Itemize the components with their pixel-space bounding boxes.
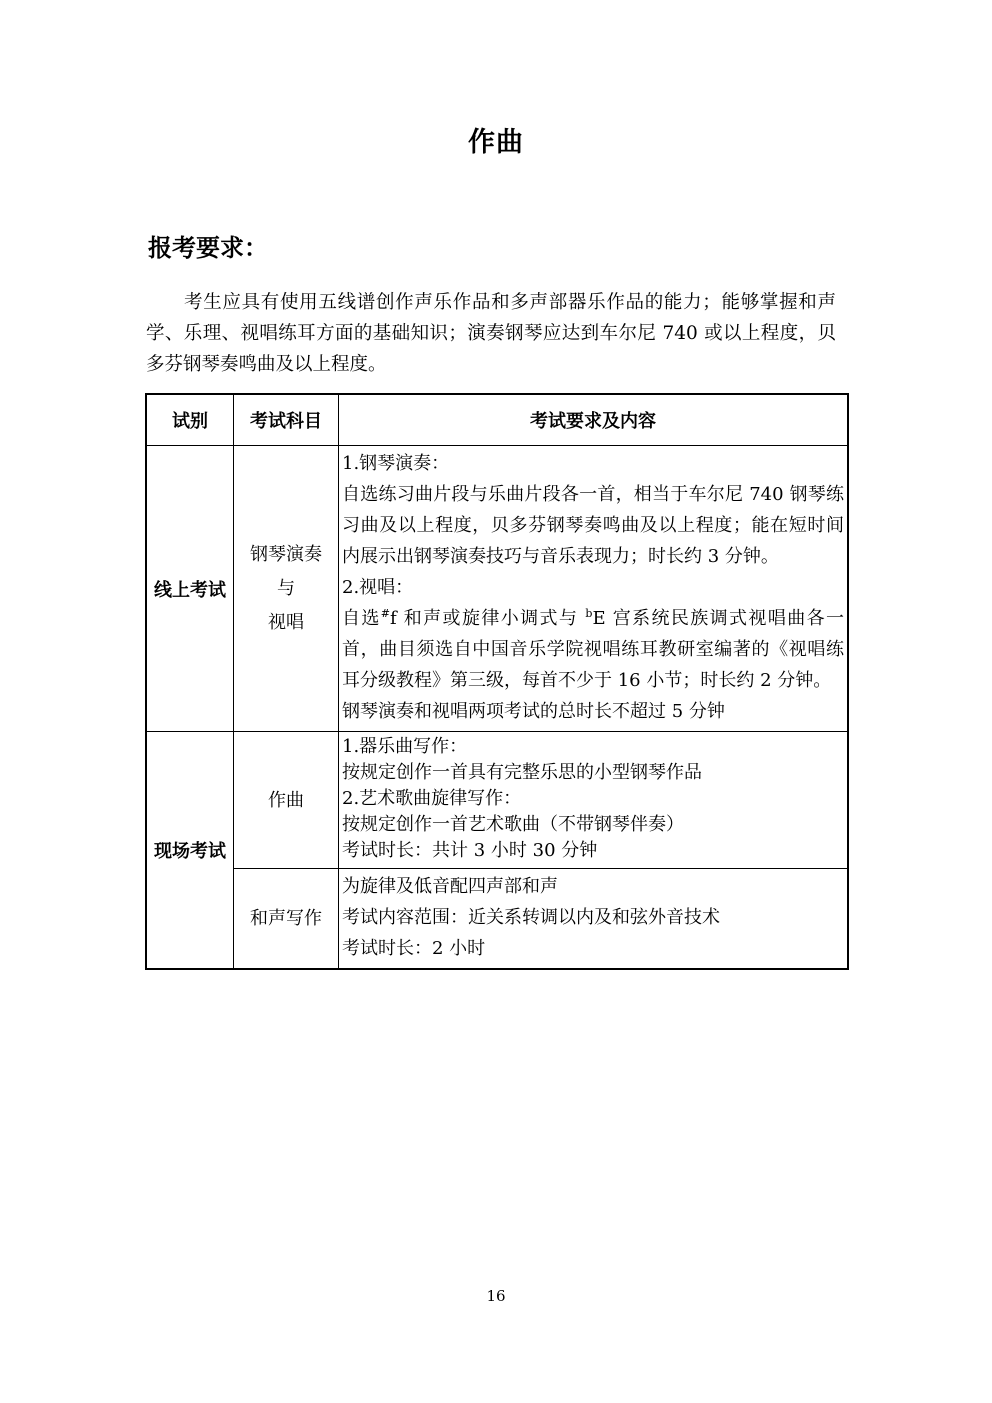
page-title: 作曲 (468, 127, 524, 158)
category-onsite: 现场考试 (146, 732, 234, 970)
header-exam-content: 考试要求及内容 (339, 394, 849, 446)
content-text: 自选练习曲片段与乐曲片段各一首，相当于车尔尼 740 钢琴练习曲及以上程度，贝多芬钢琴奏鸣曲及以上程度；能在短时间内展示出钢琴演奏技巧与音乐表现力；时长约 3 分钟。 (342, 484, 844, 567)
table-row-composition (146, 732, 848, 869)
section-heading: 报考要求： (148, 233, 268, 262)
sharp-sign: # (380, 607, 390, 620)
content-line: 考试时长：共计 3 小时 30 分钟 (342, 840, 598, 861)
intro-paragraph: 考生应具有使用五线谱创作声乐作品和多声部器乐作品的能力；能够掌握和声学、乐理、视唱练耳方面的基础知识；演奏钢琴应达到车尔尼 740 或以上程度，贝多芬钢琴奏鸣曲及以上程度。 (146, 291, 836, 375)
content-text-sightsinging: 自选#f 和声或旋律小调式与 $^b$E 宫系统民族调式视唱曲各一首，曲目须选自中国音乐学院视唱练耳教研室编著的《视唱练耳分级教程》第三级，每首不少于 16 小节；时长约 2 分钟。 (342, 607, 844, 691)
table-header-row (146, 394, 848, 446)
content-heading: 1.钢琴演奏： (342, 453, 450, 474)
content-heading: 2.视唱： (342, 577, 414, 598)
content-composition (339, 732, 849, 869)
category-online: 线上考试 (146, 446, 234, 732)
subject-line: 视唱 (268, 611, 304, 633)
flat-sign: b (585, 607, 593, 620)
content-text-total: 钢琴演奏和视唱两项考试的总时长不超过 5 分钟 (342, 701, 725, 722)
content-harmony (339, 869, 849, 970)
content-line: 考试时长：2 小时 (342, 938, 486, 959)
content-line: 考试内容范围：近关系转调以内及和弦外音技术 (342, 907, 720, 928)
content-line: 为旋律及低音配四声部和声 (342, 876, 558, 897)
exam-table (145, 393, 849, 970)
header-exam-type: 试别 (146, 394, 234, 446)
content-line: 按规定创作一首具有完整乐思的小型钢琴作品 (342, 762, 702, 783)
subject-line: 与 (277, 577, 295, 599)
subject-piano-sightsinging (234, 446, 339, 732)
subject-composition: 作曲 (234, 732, 339, 869)
content-line: 2.艺术歌曲旋律写作： (342, 788, 522, 809)
page-number: 16 (486, 1287, 506, 1305)
header-exam-subject: 考试科目 (234, 394, 339, 446)
table-row-harmony (146, 869, 848, 970)
content-line: 按规定创作一首艺术歌曲（不带钢琴伴奏） (342, 814, 684, 835)
subject-harmony: 和声写作 (234, 869, 339, 970)
subject-line: 钢琴演奏 (250, 543, 322, 565)
table-row-online (146, 446, 848, 732)
content-online (339, 446, 849, 732)
content-line: 1.器乐曲写作： (342, 736, 468, 757)
